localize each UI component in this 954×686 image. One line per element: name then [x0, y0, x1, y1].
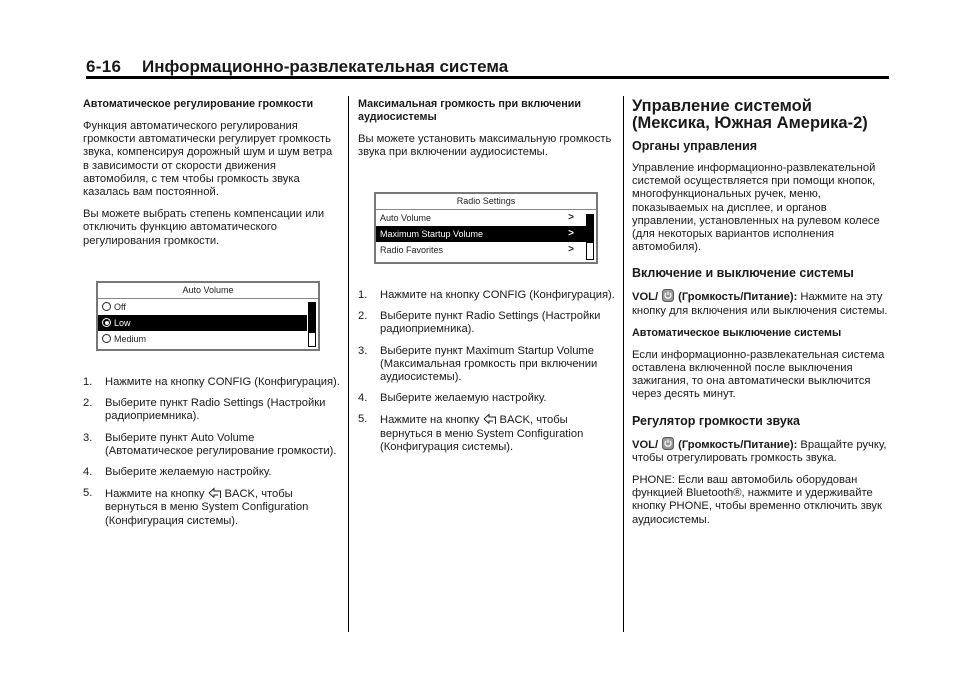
paragraph: Вы можете выбрать степень компенсации или отключить функцию автоматического регулирования громкости. [83, 208, 325, 247]
radio-option-low[interactable]: Low [98, 315, 307, 331]
radio-option-off[interactable]: Off [98, 299, 302, 315]
paragraph: VOL/ (Громкость/Питание): Нажмите на эту кнопку для включения или выключения системы. [632, 291, 888, 317]
column-auto-volume [83, 98, 341, 257]
section-heading: Максимальная громкость при включении аудиосистемы [358, 98, 582, 123]
chevron-right-icon: > [568, 228, 574, 239]
paragraph: VOL/ (Громкость/Питание): Вращайте ручку, чтобы отрегулировать громкость звука. [632, 438, 887, 464]
menu-item-radio-favorites[interactable]: Radio Favorites > [376, 242, 588, 258]
scrollbar[interactable] [308, 302, 316, 347]
power-knob-icon [662, 437, 674, 450]
step: 3. Выберите пункт Auto Volume (Автоматическое регулирование громкости). [83, 431, 337, 457]
step: 1. Нажмите на кнопку CONFIG (Конфигурация). [83, 376, 340, 388]
chevron-right-icon: > [568, 244, 574, 255]
chevron-right-icon: > [568, 212, 574, 223]
sub-heading: Автоматическое выключение системы [632, 326, 842, 339]
step: 5. Нажмите на кнопку BACK, чтобы вернуться в меню System Configuration (Конфигурация системы). [358, 413, 584, 453]
radio-icon [102, 334, 111, 343]
section-heading: Включение и выключение системы [632, 266, 854, 281]
scrollbar[interactable] [586, 214, 594, 260]
chapter-title: Информационно-развлекательная система [142, 57, 509, 76]
step: 2. Выберите пункт Radio Settings (Настройки радиоприемника). [358, 310, 601, 336]
column-divider [348, 96, 349, 632]
section-heading: Автоматическое регулирование громкости [83, 98, 314, 110]
major-heading: Управление системой (Мексика, Южная Америка-2) [632, 97, 868, 132]
step: 4. Выберите желаемую настройку. [358, 392, 547, 405]
step: 4. Выберите желаемую настройку. [83, 466, 272, 479]
radio-option-medium[interactable]: Medium [98, 331, 302, 347]
menu-item-auto-volume[interactable]: Auto Volume > [376, 210, 588, 226]
section-heading: Органы управления [632, 139, 758, 153]
back-arrow-icon [208, 487, 222, 499]
radio-settings-screen [374, 192, 598, 264]
power-knob-icon [662, 289, 674, 302]
step: 5. Нажмите на кнопку BACK, чтобы вернуться в меню System Configuration (Конфигурация системы). [83, 487, 309, 527]
page-header [86, 57, 889, 79]
paragraph: Вы можете установить максимальную громкость звука при включении аудиосистемы. [358, 133, 612, 159]
radio-selected-icon [102, 318, 111, 327]
step: 2. Выберите пункт Radio Settings (Настройки радиоприемника). [83, 397, 326, 423]
section-heading: Регулятор громкости звука [632, 413, 801, 428]
column-divider [623, 96, 624, 632]
back-arrow-icon [483, 413, 497, 425]
auto-volume-screen [96, 281, 320, 351]
screen-title: Auto Volume [98, 283, 318, 299]
paragraph: PHONE: Если ваш автомобиль оборудован функцией Bluetooth®, нажмите и удерживайте кнопку PHONE, чтобы временно отключить звук аудиосистемы. [632, 474, 882, 526]
steps-auto-volume [83, 376, 341, 536]
step: 3. Выберите пункт Maximum Startup Volume (Максимальная громкость при включении аудиосистемы). [358, 344, 598, 384]
column-system-controls [632, 98, 894, 536]
column-max-startup-volume [358, 98, 616, 168]
paragraph: Управление информационно-развлекательной системой осуществляется при помощи кнопок, многофункциональных ручек, меню, показываемых на дисплее, и органов управлении, установленных на рулевом колесе (для некоторых вариантов исполнения автомобиля). [632, 162, 880, 254]
steps-max-startup-volume [358, 289, 616, 462]
paragraph: Если информационно-развлекательная система оставлена включенной после выключения зажигания, то она автоматически выключится через десять минут. [632, 348, 885, 401]
step: 1. Нажмите на кнопку CONFIG (Конфигурация). [358, 289, 615, 301]
paragraph: Функция автоматического регулирования громкости автоматически регулирует громкость звука, компенсируя дорожный шум и шум ветра в зависимости от скорости движения автомобиля, с тем чтобы громкость звука казалась вам постоянной. [83, 120, 333, 199]
screen-title: Radio Settings [376, 194, 596, 210]
page-number: 6-16 [86, 57, 122, 76]
menu-item-max-startup-volume[interactable]: Maximum Startup Volume > [376, 226, 588, 242]
radio-icon [102, 302, 111, 311]
